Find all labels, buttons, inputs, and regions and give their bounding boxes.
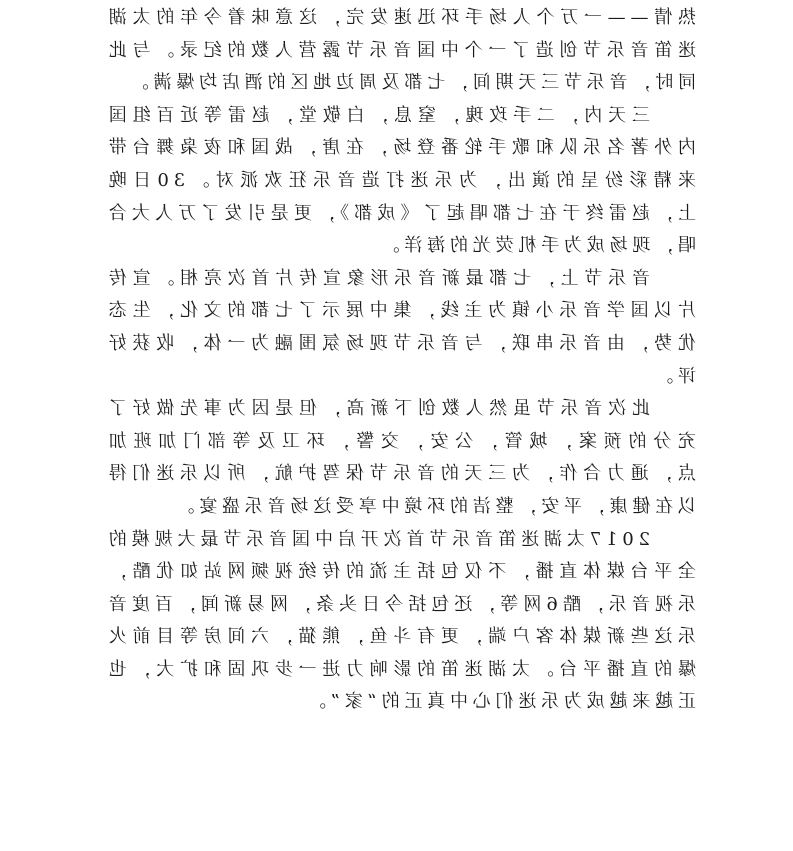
paragraph-4: 此次音乐节虽然人数创下新高，但是因为事先做好了充分的预案，城管，公安，交警，环卫及等部门加班加点，通力合作，为三天的音乐节保驾护航，所以乐迷们得以在健康，平安，整洁的环境中享受这场音乐盛宴。 [104,398,696,517]
mirrored-text-block [104,2,696,719]
paragraph-5: 2017太湖迷笛音乐节首次开启中国音乐节最大规模的全平台媒体直播，不仅包括主流的传统视频网站如优酷，乐视音乐，酷6网等，还包括今日头条，网易新闻，百度音乐这些新媒体客户端，更有斗鱼，熊猫，六间房等目前火爆的直播平台。太湖迷笛的影响力进一步巩固和扩大，也正越来越成为乐迷们心中真正的“家”。 [104,528,696,713]
paragraph-1: 热情——一万个人场手环迅速发完，这意味着今年的太湖迷笛音乐节创造了一个中国音乐节露营人数的纪录。与此同时，音乐节三天期间，七都及周边地区的酒店均爆满。 [104,7,696,94]
paragraph-3: 音乐节上，七都最新音乐形象宣传片首次亮相。宣传片以国学音乐小镇为主线，集中展示了七都的文化，生态优势，由音乐串联，与音乐节现场氛围融为一体，收获好评。 [104,267,696,387]
paragraph-2: 三天内，二手玫瑰，窒息，白敬堂，赵雷等近百组国内外著名乐队和歌手轮番登场，在唐，战国和夜枭舞台带来精彩纷呈的演出，为乐迷打造音乐狂欢派对。30日晚上，赵雷终于在七都唱起了《成都》，更是引发了万人大合唱，现场成为手机荧光的海洋。 [104,104,696,257]
